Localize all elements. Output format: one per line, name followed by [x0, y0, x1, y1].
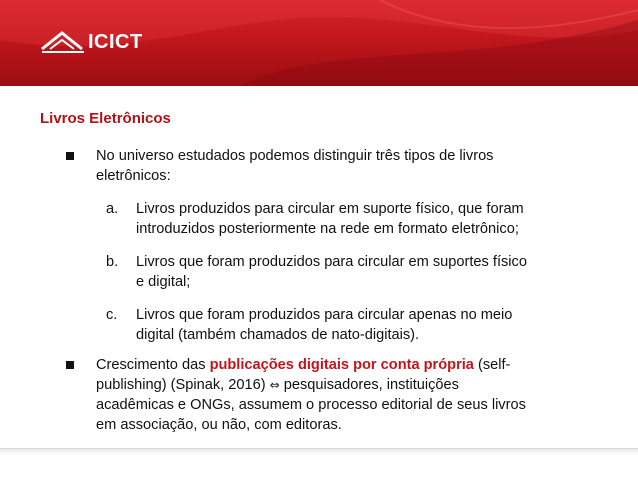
bullet-text: publishing) (Spinak, 2016)	[96, 377, 270, 393]
logo-text: ICICT	[88, 30, 143, 53]
logo-mark-icon	[40, 29, 86, 55]
footer-shadow	[0, 449, 638, 455]
bullet-line: No universo estudados podemos distinguir três tipos de livros	[96, 148, 494, 164]
list-item	[66, 252, 586, 292]
bullet-line: acadêmicas e ONGs, assumem o processo editorial de seus livros	[96, 397, 526, 413]
square-bullet-icon	[66, 361, 74, 369]
slide-content	[66, 146, 586, 435]
list-line: Livros que foram produzidos para circular em suportes físico	[136, 254, 527, 270]
bullet-text: pesquisadores, instituições	[279, 377, 459, 393]
bullet-line	[96, 355, 586, 375]
header-banner	[0, 0, 638, 86]
list-line: Livros que foram produzidos para circular apenas no meio	[136, 307, 513, 323]
list-label: a.	[106, 201, 119, 217]
bullet-item	[66, 355, 586, 435]
list-item	[66, 199, 586, 239]
double-arrow-icon: ⇔	[269, 378, 280, 392]
list-line: introduzidos posteriormente na rede em formato eletrônico;	[136, 221, 519, 237]
bullet-line	[96, 375, 586, 395]
icict-logo	[40, 28, 143, 56]
list-item	[66, 305, 586, 345]
list-line: e digital;	[136, 274, 191, 290]
list-label: c.	[106, 307, 118, 323]
list-label: b.	[106, 254, 119, 270]
highlight-text: publicações digitais por conta própria	[209, 357, 474, 373]
bullet-line: em associação, ou não, com editoras.	[96, 417, 342, 433]
list-line: digital (também chamados de nato-digitais).	[136, 327, 420, 343]
bullet-line: eletrônicos:	[96, 168, 171, 184]
bullet-item	[66, 146, 586, 186]
list-line: Livros produzidos para circular em suporte físico, que foram	[136, 201, 524, 217]
slide-title: Livros Eletrônicos	[40, 110, 171, 127]
bullet-text: (self-	[473, 357, 511, 373]
bullet-text: Crescimento das	[96, 357, 210, 373]
square-bullet-icon	[66, 152, 74, 160]
